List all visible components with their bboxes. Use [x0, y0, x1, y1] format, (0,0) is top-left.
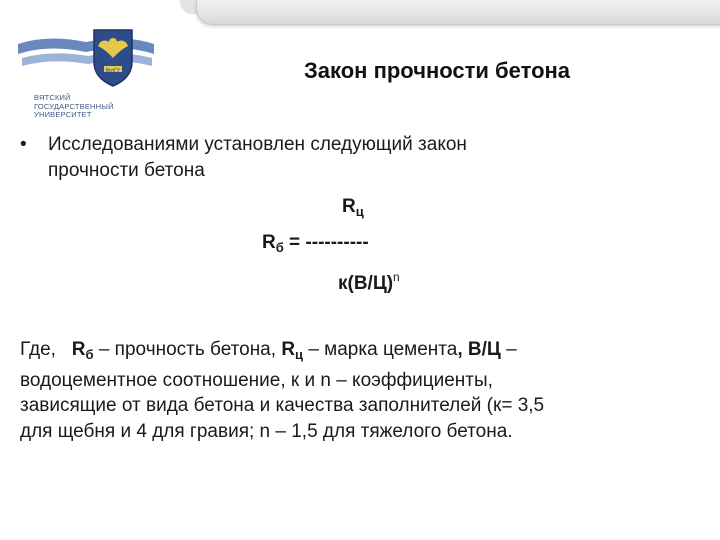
lhs-subscript: б — [275, 240, 284, 255]
university-logo — [8, 22, 158, 122]
rb-symbol: R — [71, 339, 86, 360]
formula-denominator — [338, 270, 400, 295]
definition-comma: , — [457, 339, 463, 360]
rb-subscript: б — [85, 347, 94, 362]
formula-lhs — [262, 232, 369, 255]
vc-symbol: В/Ц — [467, 339, 501, 360]
lhs-symbol: R — [262, 232, 276, 253]
numerator-symbol: R — [342, 196, 356, 217]
bullet-line: прочности бетона — [48, 160, 205, 181]
slide-title: Закон прочности бетона — [304, 58, 571, 83]
rc-symbol: R — [281, 339, 296, 360]
definition-text: – прочность бетона, — [93, 339, 282, 360]
definition-line-3: зависящие от вида бетона и качества заполнителей (к= 3,5 — [20, 395, 545, 416]
svg-text:ВятГУ: ВятГУ — [105, 68, 121, 74]
definition-text: – марка цемента — [303, 339, 458, 360]
definition-line-1 — [20, 337, 700, 368]
bullet-line: Исследованиями установлен следующий закон — [48, 134, 467, 155]
top-decor-bar — [196, 0, 720, 25]
logo-line: ГОСУДАРСТВЕННЫЙ — [34, 101, 114, 111]
definition-line-2: водоцементное соотношение, к и n – коэффициенты, — [20, 369, 493, 391]
definition-text: – — [500, 339, 517, 360]
rc-subscript: ц — [295, 347, 304, 362]
denominator-exponent: n — [393, 270, 400, 284]
logo-line: УНИВЕРСИТЕТ — [34, 110, 92, 119]
logo-emblem-icon — [8, 22, 158, 94]
logo-caption — [34, 94, 164, 120]
denominator-expression: к(В/Ц) — [338, 273, 394, 294]
logo-line: ВЯТСКИЙ — [34, 93, 71, 102]
bullet-text — [48, 132, 628, 184]
fraction-line: = ---------- — [283, 232, 369, 253]
formula-numerator — [342, 196, 364, 219]
definition-prefix: Где, — [20, 339, 72, 360]
bullet-marker: • — [20, 134, 27, 155]
definition-line-4: для щебня и 4 для гравия; n – 1,5 для тяжелого бетона. — [20, 420, 513, 442]
definition-paragraph — [20, 337, 700, 444]
numerator-subscript: ц — [355, 204, 364, 219]
